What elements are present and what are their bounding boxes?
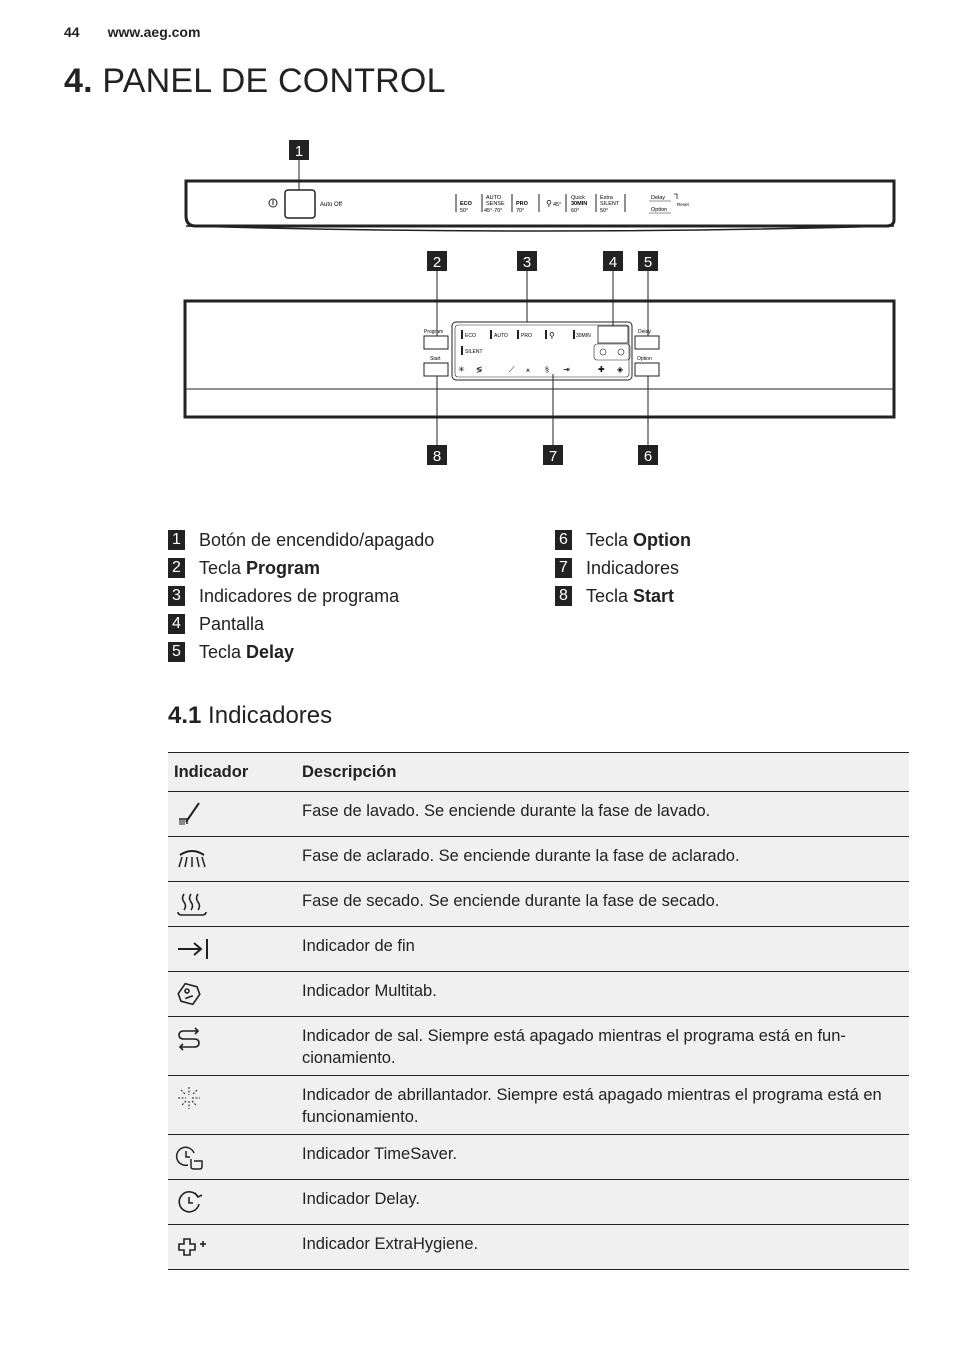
option-label: Option [637, 356, 652, 362]
timesaver-mini-icon [600, 349, 606, 355]
legend-text: Indicadores [586, 557, 680, 578]
callout-7: 7 [548, 448, 558, 465]
legend-bold: Delay [246, 641, 295, 662]
page-header [64, 24, 228, 40]
top-panel [186, 181, 894, 226]
legend-item [168, 582, 434, 610]
end-icon [174, 935, 210, 963]
top-prog-silent: SILENT [600, 201, 620, 207]
callout-3: 3 [522, 254, 532, 271]
rinse-aid-icon [174, 1084, 204, 1112]
prog-pro: PRO [521, 333, 532, 339]
legend-text: Indicadores de programa [199, 585, 400, 606]
prog-30min: 30MIN [576, 333, 591, 339]
dry-phase-icon [174, 890, 210, 918]
salt-mini-icon: ≶ [476, 365, 483, 374]
legend-bold: Option [633, 529, 692, 550]
legend-bold: Start [633, 585, 675, 606]
option-key [635, 363, 659, 376]
title-text: PANEL DE CONTROL [102, 62, 446, 100]
legend-number: 8 [555, 586, 572, 606]
timesaver-icon [174, 1143, 206, 1171]
delay-icon [174, 1188, 204, 1216]
legend-text: Botón de encendido/apagado [199, 529, 435, 550]
table-row [168, 882, 909, 927]
table-row [168, 1180, 909, 1225]
table-row [168, 927, 909, 972]
legend-text: Tecla [199, 557, 247, 578]
extrahygiene-mini-icon: ✚ [598, 365, 605, 374]
legend-text: Pantalla [199, 613, 265, 634]
auto-off-label: Auto Off [320, 202, 342, 208]
salt-icon [174, 1025, 204, 1053]
indicator-table [168, 752, 909, 1270]
table-row [168, 1076, 909, 1135]
legend-item [168, 638, 434, 666]
col-description: Descripción [296, 753, 909, 792]
top-prog-pro-temp: 70° [516, 208, 525, 214]
rinse-aid-mini-icon: ✳ [458, 365, 465, 374]
end-mini-icon: ⇥ [563, 365, 570, 374]
legend-text: Tecla [586, 529, 634, 550]
legend-number: 3 [168, 586, 185, 606]
top-prog-eco: ECO [460, 201, 472, 207]
row-description: Indicador TimeSaver. [296, 1135, 909, 1180]
callout-4: 4 [608, 254, 618, 271]
display [598, 326, 628, 343]
delay-mini-icon [618, 349, 624, 355]
delay-key [635, 336, 659, 349]
table-header-row [168, 753, 909, 792]
row-description: Fase de aclarado. Se enciende durante la fase de aclarado. [296, 837, 909, 882]
front-panel [185, 301, 894, 417]
section-number: 4.1 [168, 702, 202, 729]
top-program-labels [456, 194, 690, 214]
page-number: 44 [64, 24, 80, 40]
row-description: Fase de secado. Se enciende durante la fase de secado. [296, 882, 909, 927]
top-prog-auto: AUTO [486, 195, 502, 201]
legend-text: Tecla [199, 641, 247, 662]
section-title-text: Indicadores [208, 702, 333, 729]
start-label: Start [430, 356, 441, 362]
callout-2: 2 [432, 254, 442, 271]
legend-text: Tecla [586, 585, 634, 606]
top-prog-silent-temp: 50° [600, 208, 609, 214]
row-description: Indicador de abrillantador. Siempre está apagado mientras el programa está en funcionamiento. [296, 1076, 909, 1135]
row-description: Indicador de fin [296, 927, 909, 972]
top-reset-label: Reset [677, 202, 689, 207]
callout-6: 6 [643, 448, 653, 465]
rinse-mini-icon: ⩚ [526, 367, 530, 374]
legend-item [555, 582, 691, 610]
top-prog-quick: Quick [571, 195, 586, 201]
row-description: Indicador Multitab. [296, 972, 909, 1017]
callout-8: 8 [432, 448, 442, 465]
site-url[interactable]: www.aeg.com [107, 24, 201, 40]
legend-number: 6 [555, 530, 572, 550]
table-row [168, 1225, 909, 1270]
top-prog-glass-temp: 45° [553, 202, 562, 208]
table-row [168, 972, 909, 1017]
section-title [168, 702, 332, 730]
top-option-label: Option [651, 207, 668, 213]
top-prog-quick-temp: 60° [571, 208, 580, 214]
legend-item [168, 554, 434, 582]
table-row [168, 792, 909, 837]
legend-item [168, 526, 434, 554]
col-indicator: Indicador [168, 753, 296, 792]
legend-item [168, 610, 434, 638]
top-prog-eco-temp: 50° [460, 208, 469, 214]
top-prog-extra: Extra [600, 195, 613, 201]
wash-mini-icon: ⟋ [509, 365, 515, 374]
legend-number: 7 [555, 558, 572, 578]
wash-phase-icon [174, 800, 204, 828]
top-prog-auto-temp: 45°-70° [484, 208, 503, 214]
table-row [168, 837, 909, 882]
legend-bold: Program [246, 557, 321, 578]
row-description: Indicador Delay. [296, 1180, 909, 1225]
table-row [168, 1017, 909, 1076]
glass-icon: ⚲ [546, 199, 552, 208]
start-key [424, 363, 448, 376]
multitab-icon [174, 980, 204, 1008]
legend-number: 5 [168, 642, 185, 662]
control-panel-diagram [0, 130, 954, 480]
delay-label: Delay [638, 329, 651, 335]
top-delay-label: Delay [651, 195, 666, 201]
dry-mini-icon: § [545, 367, 549, 374]
prog-eco: ECO [465, 333, 476, 339]
row-description: Indicador ExtraHygiene. [296, 1225, 909, 1270]
program-label: Program [424, 329, 444, 335]
top-prog-pro: PRO [516, 201, 528, 207]
rinse-phase-icon [174, 845, 210, 873]
legend-number: 2 [168, 558, 185, 578]
prog-silent: SILENT [465, 349, 483, 355]
prog-auto: AUTO [494, 333, 508, 339]
extrahygiene-icon [174, 1233, 208, 1261]
power-button [285, 190, 315, 218]
table-row [168, 1135, 909, 1180]
callout-5: 5 [643, 254, 653, 271]
title-number: 4. [64, 62, 93, 100]
row-description: Indicador de sal. Siempre está apagado mientras el programa está en fun-cionamiento. [296, 1017, 909, 1076]
legend-number: 1 [168, 530, 185, 550]
legend-left [168, 526, 434, 666]
callout-1: 1 [294, 143, 304, 160]
page-title [64, 62, 446, 101]
prog-glass-icon: ⚲ [549, 331, 555, 340]
legend-item [555, 526, 691, 554]
legend-item [555, 554, 691, 582]
row-description: Fase de lavado. Se enciende durante la fase de lavado. [296, 792, 909, 837]
top-prog-30min: 30MIN [571, 201, 588, 207]
program-key [424, 336, 448, 349]
legend-number: 4 [168, 614, 185, 634]
top-prog-sense: SENSE [486, 201, 505, 207]
legend-right [555, 526, 691, 610]
multitab-mini-icon: ◈ [617, 365, 624, 374]
